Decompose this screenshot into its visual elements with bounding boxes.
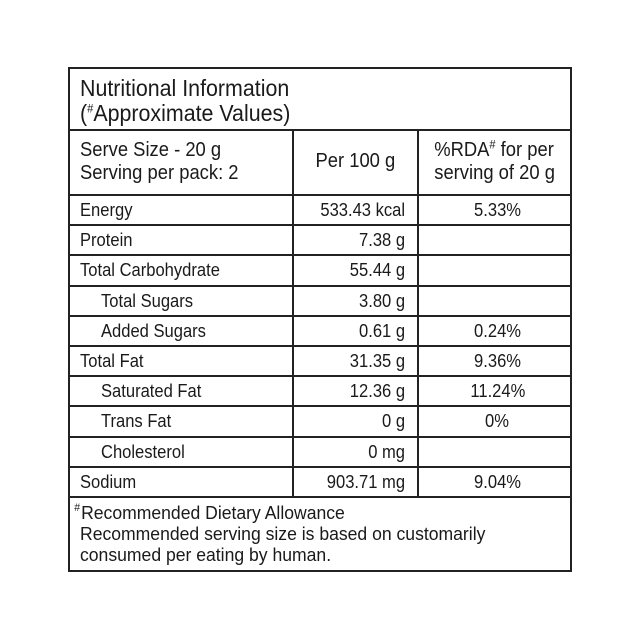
rda-value-text: 0% (485, 411, 510, 432)
per-100g-value-text: 31.35 g (349, 351, 405, 372)
per-100g-value (293, 316, 418, 346)
per-100g-value (293, 346, 418, 376)
rda-prefix: %RDA (434, 138, 490, 161)
nutrient-name-text: Saturated Fat (101, 381, 202, 402)
per-100g-value (293, 376, 418, 406)
table-row (70, 437, 570, 467)
rda-value (418, 406, 570, 436)
per-100g-value (293, 195, 418, 225)
nutrient-name-text: Added Sugars (101, 320, 206, 341)
nutrient-name (70, 195, 293, 225)
rda-value (418, 346, 570, 376)
table-row (70, 467, 570, 497)
rda-value (418, 467, 570, 497)
footnote-line1 (74, 502, 542, 523)
rda-header-line1 (434, 136, 555, 162)
rda-suffix: for per (496, 138, 555, 161)
nutrient-name (70, 346, 293, 376)
nutrient-name-text: Sodium (80, 471, 137, 492)
nutrient-name-text: Trans Fat (101, 411, 172, 432)
subtitle-hash-mark: # (87, 101, 94, 116)
rda-value (418, 195, 570, 225)
per-100g-value (293, 437, 418, 467)
table-row (70, 255, 570, 285)
subtitle-open-paren: ( (80, 100, 88, 126)
rda-hash-mark: # (489, 136, 497, 151)
nutrient-name (70, 437, 293, 467)
table-row (70, 376, 570, 406)
table-row (70, 225, 570, 255)
per-100g-header (293, 129, 418, 195)
title-block (70, 69, 570, 131)
nutrient-name (70, 286, 293, 316)
rda-value (418, 316, 570, 346)
nutrient-name-text: Energy (80, 200, 133, 221)
per-100g-value-text: 0 mg (368, 441, 405, 462)
serve-size: Serve Size - 20 g (80, 138, 222, 161)
per-100g-value-text: 12.36 g (349, 381, 405, 402)
nutrient-name-text: Total Carbohydrate (80, 260, 220, 281)
serving-per-pack: Serving per pack: 2 (80, 161, 239, 184)
per-100g-value-text: 0.61 g (358, 320, 405, 341)
per-100g-label: Per 100 g (315, 150, 396, 172)
per-100g-value (293, 406, 418, 436)
rda-value (418, 255, 570, 285)
per-100g-value-text: 3.80 g (358, 290, 405, 311)
nutrient-name (70, 255, 293, 285)
panel-title: Nutritional Information (80, 75, 290, 101)
table-row (70, 346, 570, 376)
footnote (74, 502, 566, 565)
per-100g-value-text: 903.71 mg (326, 471, 405, 492)
per-100g-value (293, 286, 418, 316)
per-100g-value-text: 0 g (381, 411, 405, 432)
rda-value (418, 376, 570, 406)
per-100g-value (293, 255, 418, 285)
nutrition-table (70, 129, 570, 498)
rda-header (418, 129, 570, 195)
rda-value-text: 9.36% (474, 351, 521, 372)
nutrient-name (70, 316, 293, 346)
nutrient-name-text: Cholesterol (101, 441, 185, 462)
nutrient-name (70, 467, 293, 497)
nutrient-name-text: Protein (80, 230, 133, 251)
table-row (70, 316, 570, 346)
table-row (70, 286, 570, 316)
per-100g-value-text: 55.44 g (349, 260, 405, 281)
per-100g-value (293, 225, 418, 255)
nutrient-name (70, 376, 293, 406)
rda-value-text: 11.24% (470, 381, 525, 402)
per-100g-value-text: 533.43 kcal (320, 200, 405, 221)
nutrient-name (70, 406, 293, 436)
panel-subtitle (80, 100, 290, 126)
rda-value-text: 0.24% (474, 320, 521, 341)
nutrition-facts-panel (68, 67, 572, 572)
footnote-line3: consumed per eating by human. (80, 544, 332, 565)
subtitle-text: Approximate Values) (93, 100, 291, 126)
nutrient-name-text: Total Sugars (101, 290, 194, 311)
footnote-hash-mark: # (74, 502, 81, 514)
table-row (70, 406, 570, 436)
footnote-line2: Recommended serving size is based on customarily (80, 523, 486, 544)
rda-value-text: 5.33% (474, 200, 521, 221)
rda-header-line2: serving of 20 g (434, 161, 555, 184)
rda-value (418, 225, 570, 255)
table-row (70, 195, 570, 225)
rda-value-text: 9.04% (474, 471, 521, 492)
rda-value (418, 437, 570, 467)
nutrient-name-text: Total Fat (80, 351, 144, 372)
table-header-row (70, 129, 570, 195)
serving-info-header (70, 129, 293, 195)
per-100g-value (293, 467, 418, 497)
nutrient-name (70, 225, 293, 255)
per-100g-value-text: 7.38 g (358, 230, 405, 251)
rda-value (418, 286, 570, 316)
footnote-line1-text: Recommended Dietary Allowance (81, 502, 345, 523)
